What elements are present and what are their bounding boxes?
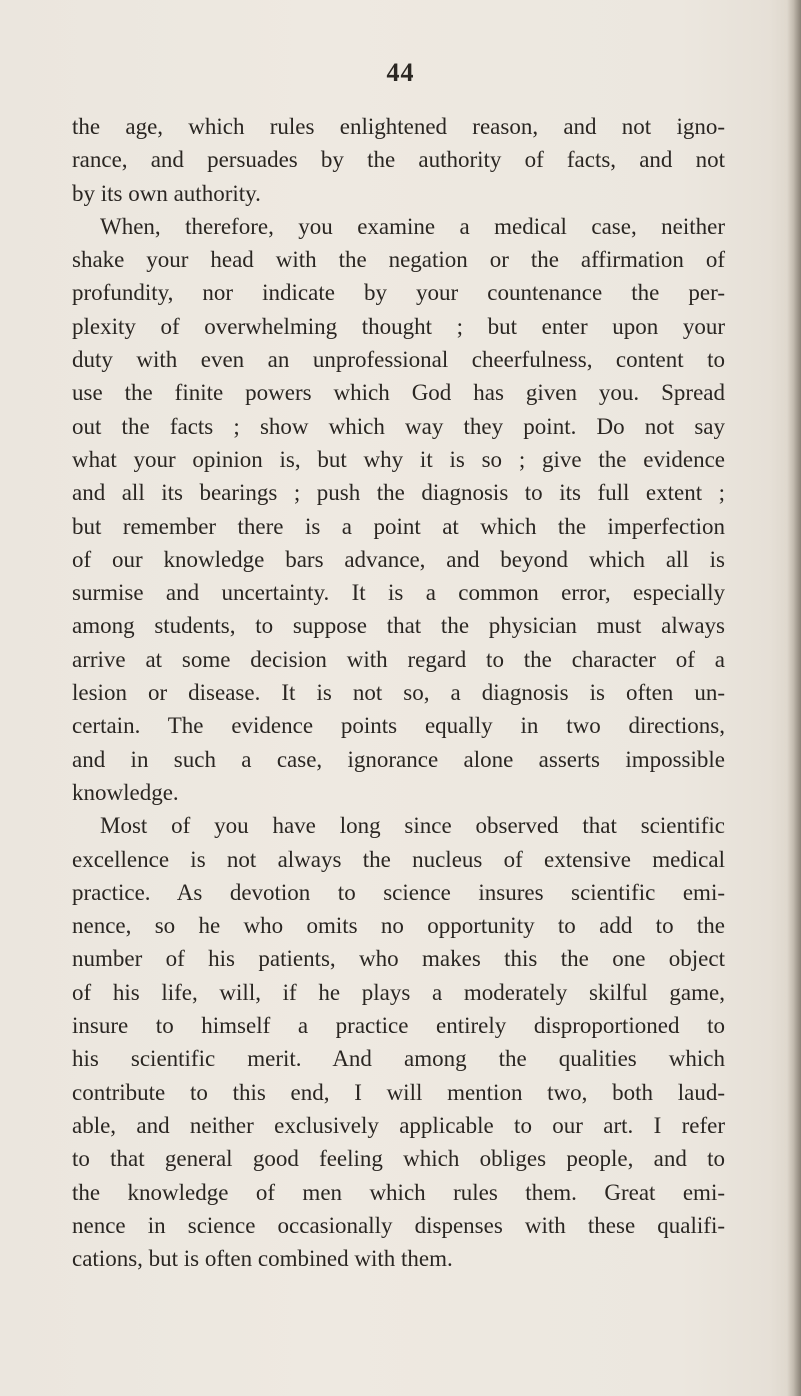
text-line: cations, but is often combined with them. [72, 1246, 453, 1272]
page-edge-shadow [787, 0, 801, 1396]
text-line: the knowledge of men which rules them. Great emi- [72, 1179, 725, 1205]
text-line: lesion or disease. It is not so, a diagnosis is often un- [72, 680, 725, 706]
text-line: able, and neither exclusively applicable to our art. I refer [72, 1112, 725, 1138]
text-line: shake your head with the negation or the affirmation of [72, 247, 725, 273]
text-line: knowledge. [72, 779, 179, 805]
text-line: what your opinion is, but why it is so ; give the evidence [72, 446, 725, 472]
text-line: practice. As devotion to science insures scientific emi- [72, 879, 725, 905]
text-line: to that general good feeling which obliges people, and to [72, 1146, 725, 1172]
text-line: and all its bearings ; push the diagnosis to its full extent ; [72, 480, 725, 506]
text-line: among students, to suppose that the physician must always [72, 613, 725, 639]
text-line: number of his patients, who makes this the one object [72, 946, 725, 972]
text-line: certain. The evidence points equally in two directions, [72, 713, 725, 739]
text-line: When, therefore, you examine a medical case, neither [100, 213, 725, 239]
text-line: nence in science occasionally dispenses with these qualifi- [72, 1212, 725, 1238]
text-line: by its own authority. [72, 180, 261, 206]
text-line: but remember there is a point at which the imperfection [72, 513, 725, 539]
text-line: plexity of overwhelming thought ; but enter upon your [72, 313, 725, 339]
text-line: surmise and uncertainty. It is a common error, especially [72, 580, 725, 606]
page-number: 44 [386, 58, 415, 87]
text-line: the age, which rules enlightened reason, and not igno- [72, 114, 725, 139]
text-line: arrive at some decision with regard to the character of a [72, 646, 725, 672]
text-line: out the facts ; show which way they point. Do not say [72, 413, 725, 439]
text-line: nence, so he who omits no opportunity to add to the [72, 913, 725, 939]
body-text [72, 110, 725, 1275]
text-line: contribute to this end, I will mention two, both laud- [72, 1079, 725, 1105]
text-line: Most of you have long since observed that scientific [100, 813, 725, 839]
text-line: of our knowledge bars advance, and beyond which all is [72, 546, 725, 572]
text-line: rance, and persuades by the authority of facts, and not [72, 147, 725, 173]
text-line: his scientific merit. And among the qualities which [72, 1046, 725, 1072]
text-line: insure to himself a practice entirely disproportioned to [72, 1013, 725, 1039]
text-line: of his life, will, if he plays a moderately skilful game, [72, 979, 725, 1005]
text-line: and in such a case, ignorance alone asserts impossible [72, 746, 725, 772]
text-line: excellence is not always the nucleus of extensive medical [72, 846, 725, 872]
text-line: profundity, nor indicate by your countenance the per- [72, 280, 725, 306]
text-line: use the finite powers which God has given you. Spread [72, 380, 725, 406]
text-line: duty with even an unprofessional cheerfulness, content to [72, 347, 725, 373]
